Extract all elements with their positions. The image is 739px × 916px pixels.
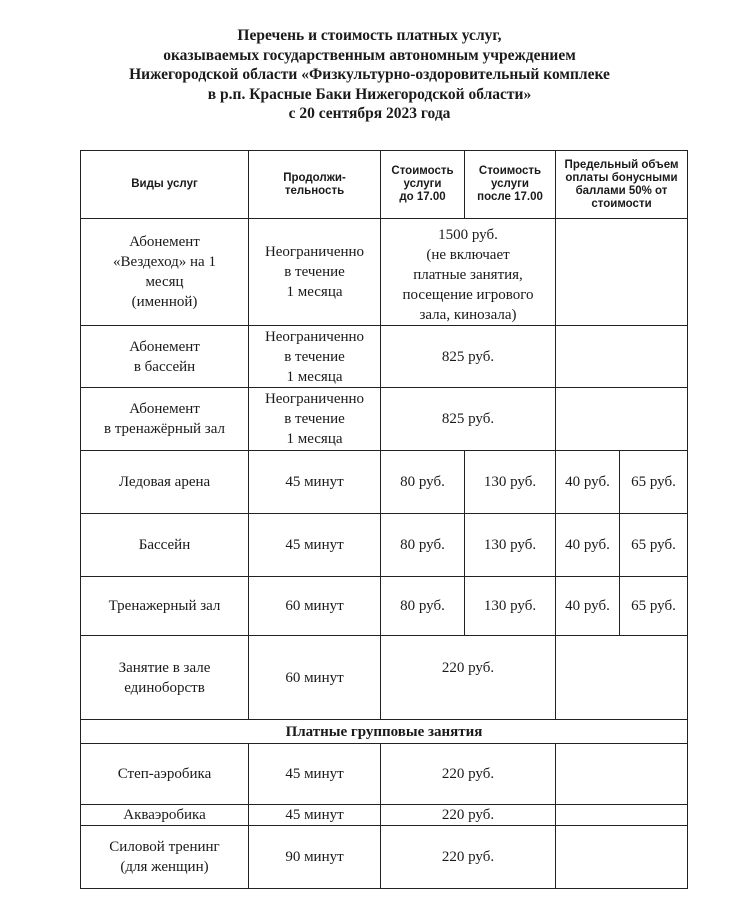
bonus-after-17: 65 руб. bbox=[620, 514, 688, 577]
header-service: Виды услуг bbox=[81, 151, 249, 219]
service-name: Силовой тренинг (для женщин) bbox=[81, 826, 249, 889]
table-row bbox=[81, 326, 688, 388]
service-duration: Неограниченно в течение 1 месяца bbox=[249, 388, 381, 451]
title-line: в р.п. Красные Баки Нижегородской области» bbox=[207, 85, 532, 103]
bonus-empty bbox=[556, 219, 688, 326]
header-row bbox=[81, 151, 688, 219]
title-line: оказываемых государственным автономным учреждением bbox=[163, 46, 576, 64]
title-line: Нижегородской области «Физкультурно-оздоровительный комплеке bbox=[129, 66, 610, 83]
price-before-17: 80 руб. bbox=[381, 451, 465, 514]
bonus-empty bbox=[556, 636, 688, 720]
price-table bbox=[80, 150, 688, 889]
bonus-empty bbox=[556, 805, 688, 826]
service-duration: Неограниченно в течение 1 месяца bbox=[249, 219, 381, 326]
table-row bbox=[81, 219, 688, 326]
table-row bbox=[81, 577, 688, 636]
service-duration: 45 минут bbox=[249, 514, 381, 577]
service-name: Абонемент в тренажёрный зал bbox=[81, 388, 249, 451]
service-price: 220 руб. bbox=[381, 826, 556, 889]
table-row bbox=[81, 636, 688, 720]
service-name: Степ-аэробика bbox=[81, 744, 249, 805]
header-duration: Продолжи- тельность bbox=[249, 151, 381, 219]
document-title bbox=[0, 26, 739, 124]
service-duration: 90 минут bbox=[249, 826, 381, 889]
service-name: Акваэробика bbox=[81, 805, 249, 826]
service-name: Ледовая арена bbox=[81, 451, 249, 514]
service-name: Занятие в зале единоборств bbox=[81, 636, 249, 720]
service-duration: 45 минут bbox=[249, 451, 381, 514]
header-bonus: Предельный объем оплаты бонусными баллами 50% от стоимости bbox=[556, 151, 688, 219]
bonus-empty bbox=[556, 826, 688, 889]
section-row bbox=[81, 720, 688, 744]
bonus-after-17: 65 руб. bbox=[620, 451, 688, 514]
service-name: Бассейн bbox=[81, 514, 249, 577]
table-row bbox=[81, 514, 688, 577]
price-after-17: 130 руб. bbox=[465, 577, 556, 636]
price-before-17: 80 руб. bbox=[381, 577, 465, 636]
table-row bbox=[81, 388, 688, 451]
service-duration: Неограниченно в течение 1 месяца bbox=[249, 326, 381, 388]
bonus-after-17: 65 руб. bbox=[620, 577, 688, 636]
service-name: Абонемент «Вездеход» на 1 месяц (именной) bbox=[81, 219, 249, 326]
table-row bbox=[81, 826, 688, 889]
title-line: Перечень и стоимость платных услуг, bbox=[237, 27, 502, 44]
price-before-17: 80 руб. bbox=[381, 514, 465, 577]
group-section-title: Платные групповые занятия bbox=[81, 720, 688, 744]
bonus-empty bbox=[556, 326, 688, 388]
bonus-before-17: 40 руб. bbox=[556, 577, 620, 636]
table-row bbox=[81, 744, 688, 805]
service-price: 1500 руб. (не включает платные занятия, посещение игрового зала, кинозала) bbox=[381, 219, 556, 326]
service-price: 825 руб. bbox=[381, 326, 556, 388]
service-name: Тренажерный зал bbox=[81, 577, 249, 636]
service-price: 825 руб. bbox=[381, 388, 556, 451]
service-price: 220 руб. bbox=[381, 805, 556, 826]
price-after-17: 130 руб. bbox=[465, 514, 556, 577]
service-price: 220 руб. bbox=[381, 744, 556, 805]
bonus-before-17: 40 руб. bbox=[556, 451, 620, 514]
price-after-17: 130 руб. bbox=[465, 451, 556, 514]
service-duration: 60 минут bbox=[249, 577, 381, 636]
table-row bbox=[81, 805, 688, 826]
header-price-before: Стоимость услуги до 17.00 bbox=[381, 151, 465, 219]
header-price-after: Стоимость услуги после 17.00 bbox=[465, 151, 556, 219]
title-line: с 20 сентября 2023 года bbox=[288, 105, 451, 122]
service-name: Абонемент в бассейн bbox=[81, 326, 249, 388]
service-duration: 45 минут bbox=[249, 744, 381, 805]
table-row bbox=[81, 451, 688, 514]
service-duration: 60 минут bbox=[249, 636, 381, 720]
bonus-empty bbox=[556, 744, 688, 805]
service-duration: 45 минут bbox=[249, 805, 381, 826]
bonus-empty bbox=[556, 388, 688, 451]
bonus-before-17: 40 руб. bbox=[556, 514, 620, 577]
service-price: 220 руб. bbox=[381, 636, 556, 720]
